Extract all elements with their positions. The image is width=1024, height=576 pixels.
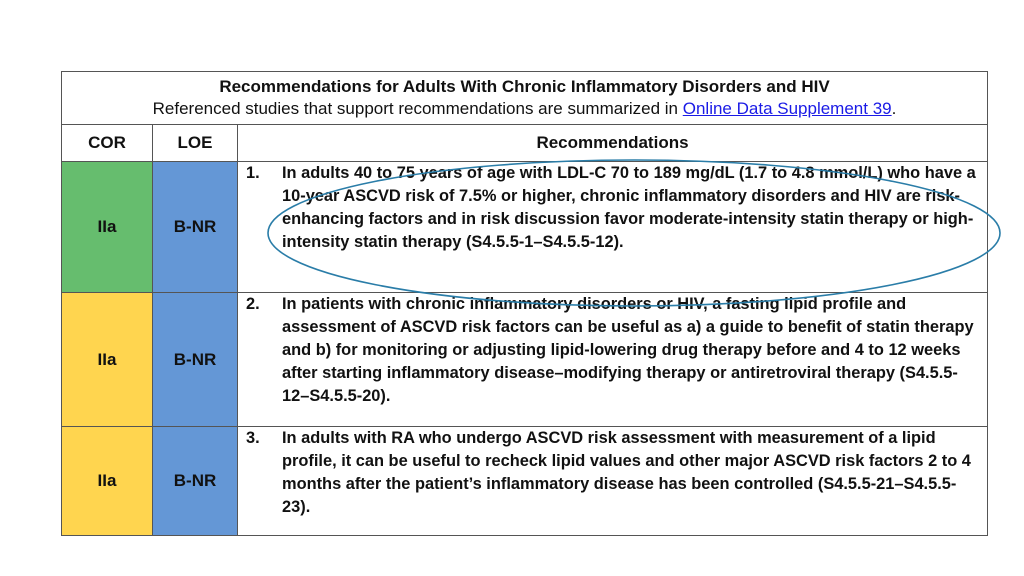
header-recommendations: Recommendations [238, 125, 988, 162]
recommendation-number: 3. [246, 429, 260, 447]
online-data-supplement-link[interactable]: Online Data Supplement 39 [682, 99, 892, 118]
recommendation-text: In patients with chronic inflammatory disorders or HIV, a fasting lipid profile and assessment of ASCVD risk factors can be useful as a) a guide to benefit of statin therapy and b) for monitoring or adjusting lipid-lowering drug therapy before and 4 to 12 weeks after starting inflammatory disease–modifying therapy or antiretroviral therapy (S4.5.5-12–S4.5.5-20). [282, 295, 974, 405]
loe-cell: B-NR [153, 293, 238, 427]
header-loe: LOE [153, 125, 238, 162]
recommendation-text: In adults 40 to 75 years of age with LDL-C 70 to 189 mg/dL (1.7 to 4.8 mmol/L) who have a 10-year ASCVD risk of 7.5% or higher, chronic inflammatory disorders and HIV are risk-enhancing factors and in risk discussion favor moderate-intensity statin therapy or high-intensity statin therapy (S4.5.5-1–S4.5.5-12). [282, 164, 976, 251]
recommendation-number: 2. [246, 295, 260, 313]
recommendations-table [61, 71, 988, 536]
subtitle-prefix: Referenced studies that support recommendations are summarized in [152, 99, 683, 118]
loe-cell: B-NR [153, 427, 238, 536]
recommendation-cell [238, 162, 988, 293]
recommendation-text: In adults with RA who undergo ASCVD risk assessment with measurement of a lipid profile, it can be useful to recheck lipid values and other major ASCVD risk factors 2 to 4 months after the patient’s inflammatory disease has been controlled (S4.5.5-21–S4.5.5-23). [282, 429, 971, 516]
recommendation-cell [238, 293, 988, 427]
subtitle-suffix: . [891, 99, 897, 118]
header-cor: COR [62, 125, 153, 162]
loe-cell: B-NR [153, 162, 238, 293]
table-row [62, 427, 988, 536]
table-row [62, 293, 988, 427]
table-row [62, 162, 988, 293]
cor-cell: IIa [62, 162, 153, 293]
cor-cell: IIa [62, 293, 153, 427]
cor-cell: IIa [62, 427, 153, 536]
table-title: Recommendations for Adults With Chronic Inflammatory Disorders and HIV [219, 77, 830, 96]
table-subtitle [62, 98, 987, 120]
recommendation-number: 1. [246, 164, 260, 182]
table-title-cell [62, 72, 988, 125]
recommendation-cell [238, 427, 988, 536]
